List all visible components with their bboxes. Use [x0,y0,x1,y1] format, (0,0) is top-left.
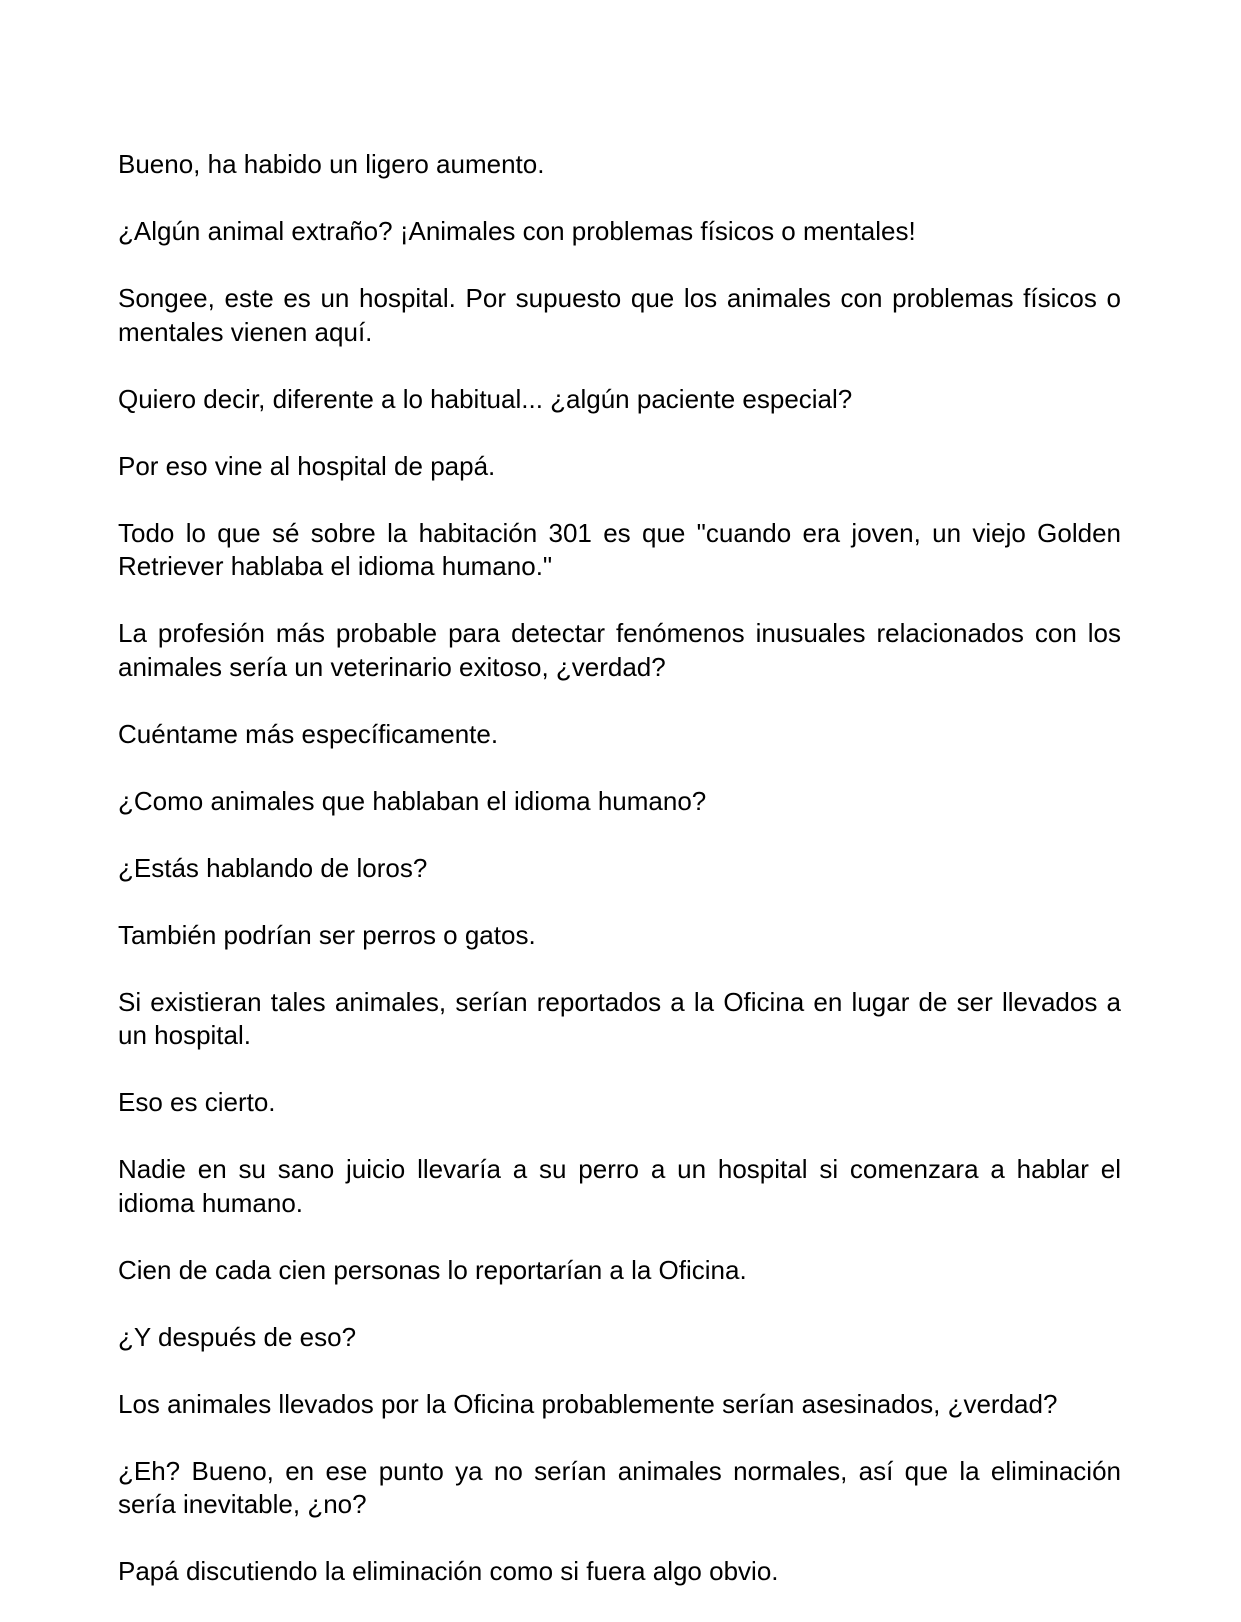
paragraph: Los animales llevados por la Oficina probablemente serían asesinados, ¿verdad? [118,1388,1058,1419]
paragraph: Bueno, ha habido un ligero aumento. [118,149,545,179]
paragraph: ¿Estás hablando de loros? [118,852,428,883]
paragraph: Songee, este es un hospital. Por supuesto que los animales con problemas físicos o mentales vienen aquí. [118,283,1121,347]
paragraph: Nadie en su sano juicio llevaría a su perro a un hospital si comenzara a hablar el idioma humano. [118,1154,1121,1218]
paragraph: Todo lo que sé sobre la habitación 301 es que "cuando era joven, un viejo Golden Retriever hablaba el idioma humano." [118,517,1121,581]
paragraph: Cien de cada cien personas lo reportarían a la Oficina. [118,1254,747,1285]
paragraph: Por eso vine al hospital de papá. [118,450,496,481]
paragraph: ¿Y después de eso? [118,1321,357,1352]
paragraph: Quiero decir, diferente a lo habitual... ¿algún paciente especial? [118,383,853,414]
document-body [118,148,1121,1622]
paragraph: ¿Eh? Bueno, en ese punto ya no serían animales normales, así que la eliminación sería inevitable, ¿no? [118,1455,1121,1519]
paragraph: También podrían ser perros o gatos. [118,919,536,950]
paragraph: Si existieran tales animales, serían reportados a la Oficina en lugar de ser llevados a un hospital. [118,986,1121,1050]
paragraph: Cuéntame más específicamente. [118,718,499,749]
paragraph: ¿Algún animal extraño? ¡Animales con problemas físicos o mentales! [118,216,916,246]
paragraph: Papá discutiendo la eliminación como si fuera algo obvio. [118,1556,779,1586]
paragraph: ¿Como animales que hablaban el idioma humano? [118,785,707,816]
paragraph: Eso es cierto. [118,1087,276,1117]
paragraph: La profesión más probable para detectar fenómenos inusuales relacionados con los animales sería un veterinario exitoso, ¿verdad? [118,618,1121,682]
